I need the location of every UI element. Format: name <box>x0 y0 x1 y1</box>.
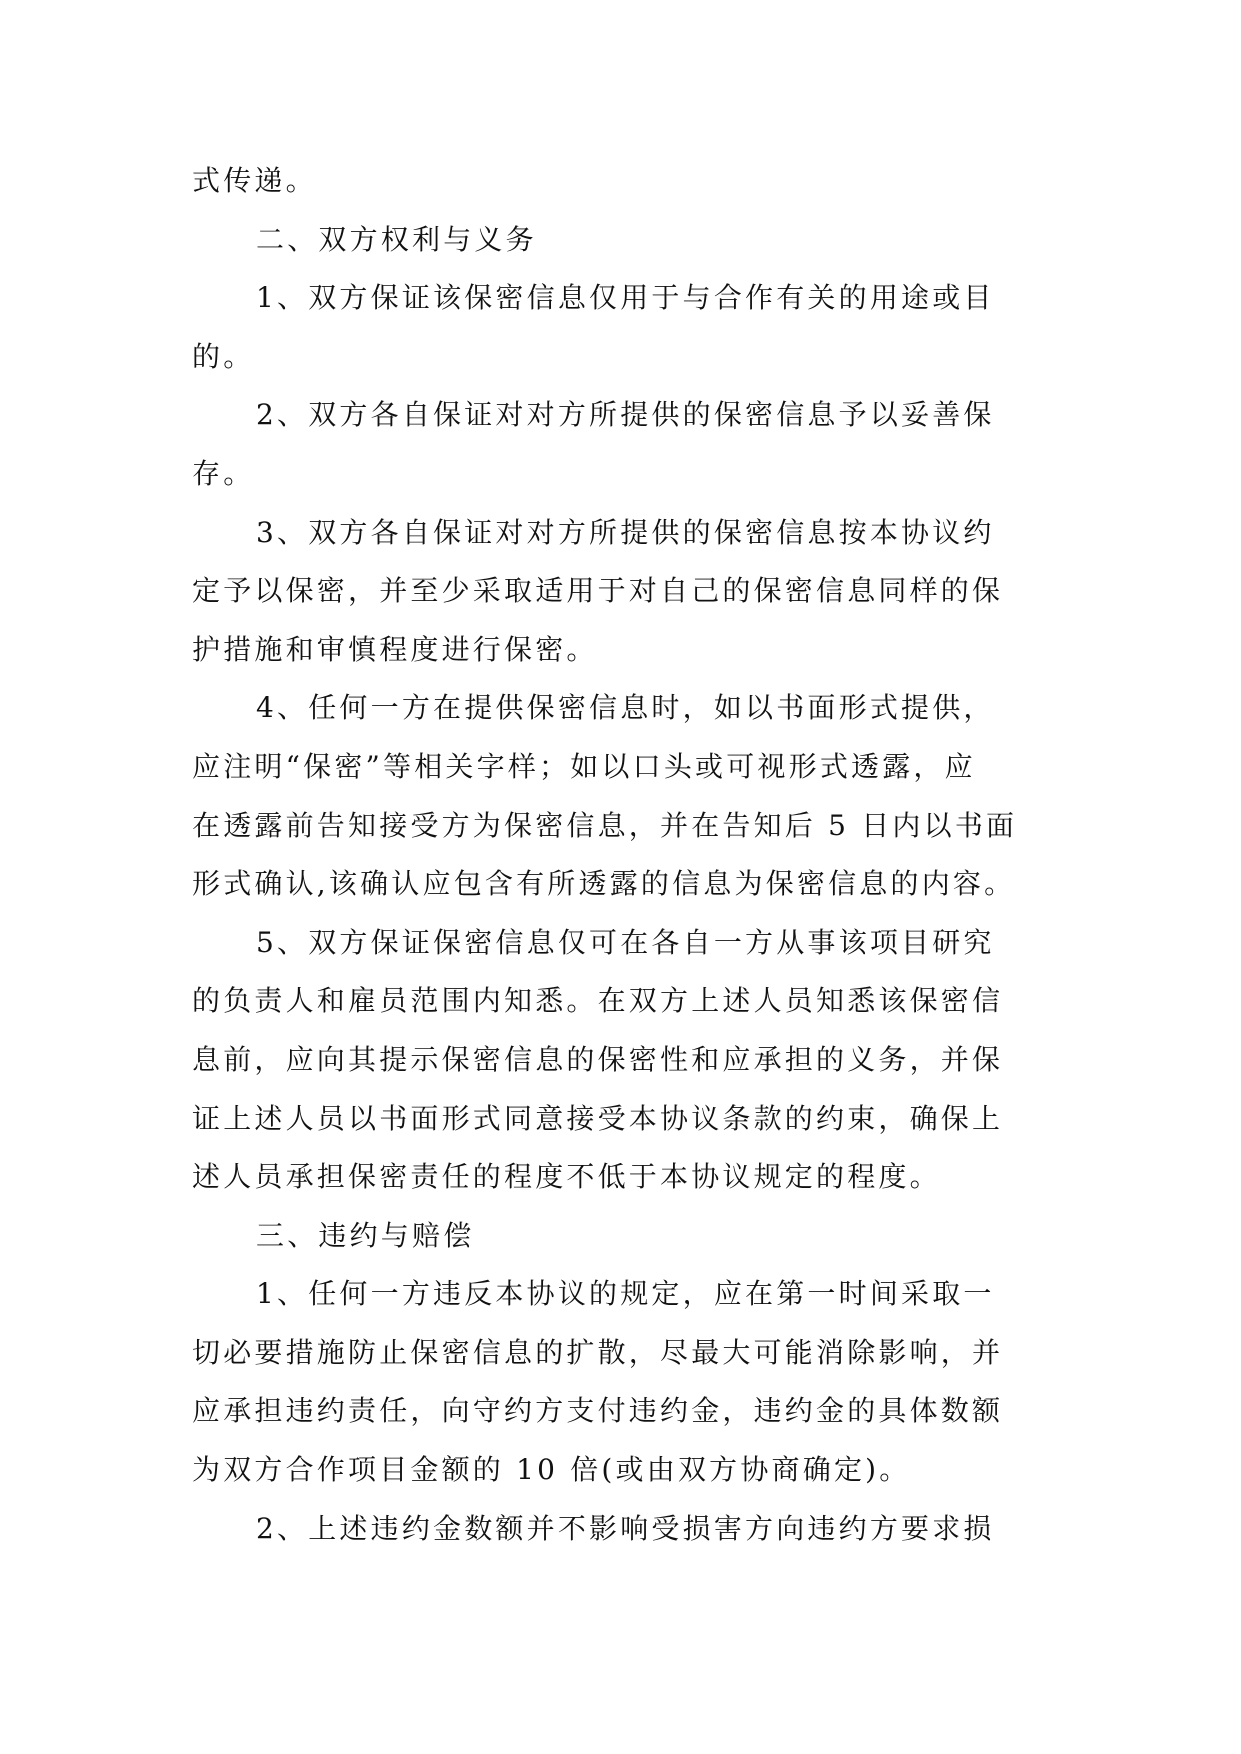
text-line: 定予以保密，并至少采取适用于对自己的保密信息同样的保 <box>192 574 1004 608</box>
text-line: 4、任何一方在提供保密信息时，如以书面形式提供， <box>256 691 995 725</box>
text-line: 5、双方保证保密信息仅可在各自一方从事该项目研究 <box>256 925 995 959</box>
text-line: 切必要措施防止保密信息的扩散，尽最大可能消除影响，并 <box>192 1335 1004 1369</box>
text-line: 证上述人员以书面形式同意接受本协议条款的约束，确保上 <box>192 1101 1004 1135</box>
text-line: 存。 <box>192 456 255 490</box>
text-line: 二、双方权利与义务 <box>256 222 537 256</box>
text-line: 应承担违约责任，向守约方支付违约金，违约金的具体数额 <box>192 1394 1004 1428</box>
text-line: 为双方合作项目金额的 10 倍(或由双方协商确定)。 <box>192 1453 911 1487</box>
text-line: 护措施和审慎程度进行保密。 <box>192 632 598 666</box>
text-line: 的。 <box>192 339 255 373</box>
text-line: 形式确认,该确认应包含有所透露的信息为保密信息的内容。 <box>192 867 1016 901</box>
text-line: 在透露前告知接受方为保密信息，并在告知后 5 日内以书面 <box>192 808 1018 842</box>
document-body <box>192 152 1058 1558</box>
text-line: 述人员承担保密责任的程度不低于本协议规定的程度。 <box>192 1160 941 1194</box>
text-line: 的负责人和雇员范围内知悉。在双方上述人员知悉该保密信 <box>192 984 1004 1018</box>
text-line: 式传递。 <box>192 164 317 197</box>
text-line: 2、双方各自保证对对方所提供的保密信息予以妥善保 <box>256 398 995 432</box>
text-line: 2、上述违约金数额并不影响受损害方向违约方要求损 <box>256 1511 995 1545</box>
text-line: 1、双方保证该保密信息仅用于与合作有关的用途或目 <box>256 281 995 315</box>
text-line: 息前，应向其提示保密信息的保密性和应承担的义务，并保 <box>192 1042 1004 1076</box>
text-line: 应注明“保密”等相关字样；如以口头或可视形式透露，应 <box>192 749 976 783</box>
text-line: 1、任何一方违反本协议的规定，应在第一时间采取一 <box>256 1277 995 1311</box>
text-line: 3、双方各自保证对对方所提供的保密信息按本协议约 <box>256 515 995 549</box>
text-line: 三、违约与赔偿 <box>256 1218 475 1252</box>
